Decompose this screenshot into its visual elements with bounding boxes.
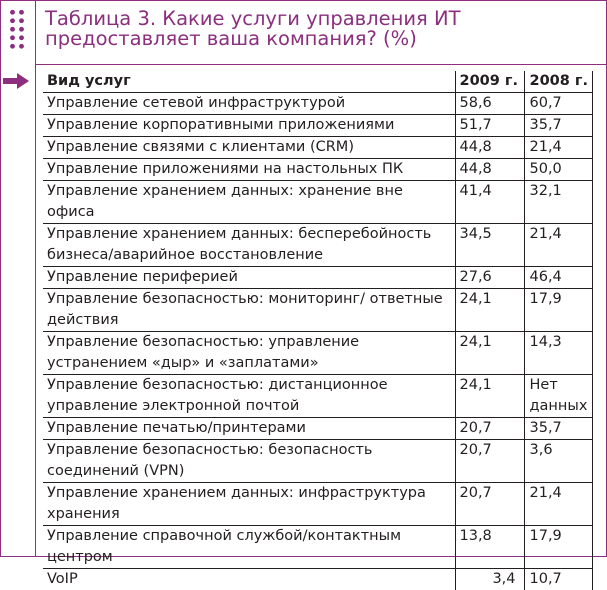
- cell-2008: 46,4: [524, 267, 592, 289]
- left-margin-bar: [0, 0, 36, 557]
- cell-2009: 44,8: [455, 137, 524, 159]
- cell-service: Управление связями с клиентами (CRM): [43, 137, 455, 159]
- cell-2009: 41,4: [455, 181, 524, 224]
- cell-service: Управление справочной службой/контактным центром: [43, 526, 455, 569]
- table-header-row: [43, 71, 592, 93]
- cell-service: Управление безопасностью: мониторинг/ ответные действия: [43, 289, 455, 332]
- cell-2008: 21,4: [524, 224, 592, 267]
- cell-2008: 17,9: [524, 289, 592, 332]
- arrow-right-icon: [3, 73, 29, 89]
- cell-2008: 32,1: [524, 181, 592, 224]
- title-block: [35, 0, 607, 65]
- table-row: [43, 418, 592, 440]
- cell-2008: 3,6: [524, 440, 592, 483]
- cell-2009: 3,4: [455, 569, 524, 590]
- cell-service: Управление безопасностью: управление устранением «дыр» и «заплатами»: [43, 332, 455, 375]
- services-table: [43, 71, 593, 590]
- table-row: [43, 181, 592, 224]
- dots-decoration-icon: [8, 8, 26, 50]
- table-row: [43, 440, 592, 483]
- cell-2009: 24,1: [455, 289, 524, 332]
- header-service: Вид услуг: [43, 71, 455, 93]
- cell-service: Управление сетевой инфраструктурой: [43, 93, 455, 115]
- cell-service: Управление периферией: [43, 267, 455, 289]
- cell-service: Управление приложениями на настольных ПК: [43, 159, 455, 181]
- cell-service: Управление печатью/принтерами: [43, 418, 455, 440]
- table-row: [43, 526, 592, 569]
- cell-2009: 27,6: [455, 267, 524, 289]
- table-row: [43, 93, 592, 115]
- table-row: [43, 332, 592, 375]
- cell-2009: 20,7: [455, 418, 524, 440]
- table-row: [43, 115, 592, 137]
- cell-2009: 58,6: [455, 93, 524, 115]
- cell-2008: 14,3: [524, 332, 592, 375]
- cell-2009: 34,5: [455, 224, 524, 267]
- cell-2008: 35,7: [524, 115, 592, 137]
- table-row: [43, 267, 592, 289]
- cell-service: Управление хранением данных: инфраструктура хранения: [43, 483, 455, 526]
- table-row: [43, 483, 592, 526]
- cell-2008: 60,7: [524, 93, 592, 115]
- table-row: [43, 224, 592, 267]
- cell-2009: 24,1: [455, 332, 524, 375]
- table-row: [43, 569, 592, 590]
- cell-2009: 20,7: [455, 483, 524, 526]
- table-row: [43, 375, 592, 418]
- cell-2009: 20,7: [455, 440, 524, 483]
- table-row: [43, 159, 592, 181]
- cell-service: Управление корпоративными приложениями: [43, 115, 455, 137]
- cell-2008: 35,7: [524, 418, 592, 440]
- cell-2009: 24,1: [455, 375, 524, 418]
- cell-2008: 17,9: [524, 526, 592, 569]
- cell-2008: 21,4: [524, 137, 592, 159]
- cell-service: Управление безопасностью: безопасность соединений (VPN): [43, 440, 455, 483]
- cell-2009: 44,8: [455, 159, 524, 181]
- table-row: [43, 137, 592, 159]
- table-title: Таблица 3. Какие услуги управления ИТ предоставляет ваша компания? (%): [45, 9, 605, 49]
- cell-service: Управление хранением данных: хранение вне офиса: [43, 181, 455, 224]
- cell-2009: 13,8: [455, 526, 524, 569]
- cell-2009: 51,7: [455, 115, 524, 137]
- cell-service: VoIP: [43, 569, 455, 590]
- header-2008: 2008 г.: [524, 71, 592, 93]
- cell-service: Управление хранением данных: бесперебойность бизнеса/аварийное восстановление: [43, 224, 455, 267]
- cell-2008: 21,4: [524, 483, 592, 526]
- header-2009: 2009 г.: [455, 71, 524, 93]
- cell-2008: 50,0: [524, 159, 592, 181]
- cell-2008: 10,7: [524, 569, 592, 590]
- cell-service: Управление безопасностью: дистанционное управление электронной почтой: [43, 375, 455, 418]
- cell-2008: Нет данных: [524, 375, 592, 418]
- table-row: [43, 289, 592, 332]
